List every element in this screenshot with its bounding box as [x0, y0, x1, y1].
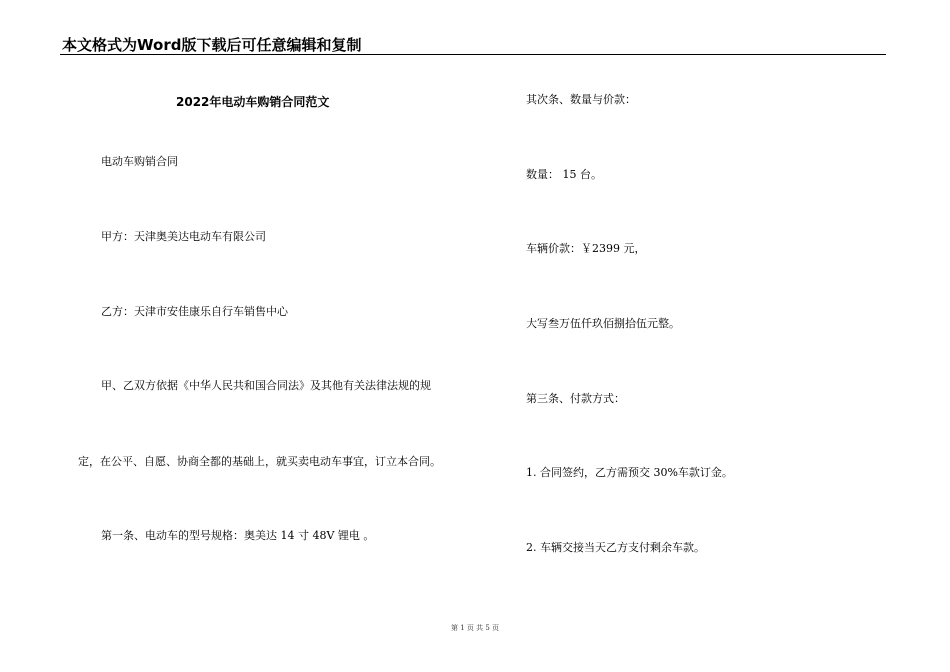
paragraph-quantity: 数量： 15 台。 [526, 168, 602, 181]
paragraph-price-words: 大写叁万伍仟玖佰捌拾伍元整。 [526, 317, 680, 330]
paragraph-contract-name: 电动车购销合同 [101, 155, 178, 168]
paragraph-article-1: 第一条、电动车的型号规格：奥美达 14 寸 48V 锂电 。 [101, 529, 375, 542]
header-divider [60, 54, 886, 55]
paragraph-article-3: 第三条、付款方式： [526, 392, 625, 405]
paragraph-article-2: 其次条、数量与价款： [526, 93, 636, 106]
paragraph-party-a: 甲方：天津奥美达电动车有限公司 [101, 230, 266, 243]
document-header: 本文格式为Word版下载后可任意编辑和复制 [62, 36, 362, 54]
paragraph-party-b: 乙方：天津市安佳康乐自行车销售中心 [101, 305, 288, 318]
paragraph-payment-1: 1. 合同签约，乙方需预交 30%车款订金。 [526, 466, 733, 479]
paragraph-basis-cont: 定，在公平、自愿、协商全都的基础上，就买卖电动车事宜，订立本合同。 [78, 455, 441, 468]
page-indicator: 第 1 页 共 5 页 [450, 624, 500, 632]
paragraph-price: 车辆价款：￥2399 元， [526, 242, 646, 255]
paragraph-basis: 甲、乙双方依据《中华人民共和国合同法》及其他有关法律法规的规 [101, 379, 431, 392]
document-title: 2022年电动车购销合同范文 [176, 95, 330, 109]
paragraph-payment-2: 2. 车辆交接当天乙方支付剩余车款。 [526, 541, 705, 554]
